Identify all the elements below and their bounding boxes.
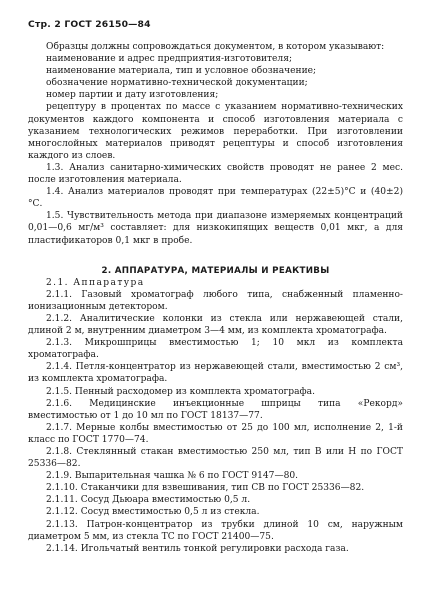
clause-2-1-7: 2.1.7. Мерные колбы вместимостью от 25 до 100 мл, исполнение 2, 1-й класс по ГОСТ 1770—74. xyxy=(28,422,403,445)
clause-1-5: 1.5. Чувствительность метода при диапазоне измеряемых концентраций 0,01—0,6 мг/м³ составляет: для низкокипящих веществ 0,01 мкг, а для пластификаторов 0,1 мкг в пробе. xyxy=(28,211,403,246)
clause-2-1-5: 2.1.5. Пенный расходомер из комплекта хроматографа. xyxy=(46,386,315,397)
list-item: наименование материала, тип и условное обозначение; xyxy=(46,66,317,77)
clause-2-1-4: 2.1.4. Петля-концентратор из нержавеющей стали, вместимостью 2 см³, из комплекта хроматографа. xyxy=(28,362,403,385)
clause-2-1-3: 2.1.3. Микрошприцы вместимостью 1; 10 мкл из комплекта хроматографа. xyxy=(28,338,403,361)
clause-2-1-13: 2.1.13. Патрон-концентратор из трубки длиной 10 см, наружным диаметром 5 мм, из стекла ТС по ГОСТ 21400—75. xyxy=(28,519,403,542)
list-item: номер партии и дату изготовления; xyxy=(46,90,219,101)
intro-lead: Образцы должны сопровождаться документом, в котором указывают: xyxy=(46,42,385,52)
document-body xyxy=(28,41,403,555)
clause-2-1-10: 2.1.10. Стаканчики для взвешивания, тип СВ по ГОСТ 25336—82. xyxy=(46,483,365,494)
list-item: обозначение нормативно-технической документации; xyxy=(46,78,308,89)
section-title: 2. АППАРАТУРА, МАТЕРИАЛЫ И РЕАКТИВЫ xyxy=(101,265,330,276)
section-spacer xyxy=(28,247,403,265)
clause-2-1-11: 2.1.11. Сосуд Дьюара вместимостью 0,5 л. xyxy=(46,495,251,506)
clause-2-1-2: 2.1.2. Аналитические колонки из стекла или нержавеющей стали, длиной 2 м, внутренним диаметром 3—4 мм, из комплекта хроматографа. xyxy=(28,313,403,337)
section-subtitle: 2.1. Аппаратура xyxy=(46,277,145,288)
clause-2-1-1: 2.1.1. Газовый хроматограф любого типа, снабженный пламенно-ионизационным детектором. xyxy=(28,289,403,312)
clause-2-1-6: 2.1.6. Медицинские инъекционные шприцы типа «Рекорд» вместимостью от 1 до 10 мл по ГОСТ 18137—77. xyxy=(28,398,403,421)
list-item: рецептуру в процентах по массе с указанием нормативно-технических документов каждого компонента и способ изготовления материала с указанием технологических режимов переработки. При изготовлении многослойных материалов приводят рецептуры и способ изготовления каждого из слоев. xyxy=(28,102,403,161)
clause-1-4: 1.4. Анализ материалов проводят при температурах (22±5)°С и (40±2)°С. xyxy=(28,187,403,210)
page-header: Стр. 2 ГОСТ 26150—84 xyxy=(28,19,151,30)
clause-2-1-9: 2.1.9. Выпарительная чашка № 6 по ГОСТ 9147—80. xyxy=(46,471,299,482)
clause-2-1-14: 2.1.14. Игольчатый вентиль тонкой регулировки расхода газа. xyxy=(46,543,349,554)
clause-1-3: 1.3. Анализ санитарно-химических свойств проводят не ранее 2 мес. после изготовления материала. xyxy=(28,162,403,186)
clause-2-1-8: 2.1.8. Стеклянный стакан вместимостью 250 мл, тип В или Н по ГОСТ 25336—82. xyxy=(28,447,403,470)
list-item: наименование и адрес предприятия-изготовителя; xyxy=(46,54,293,65)
clause-2-1-12: 2.1.12. Сосуд вместимостью 0,5 л из стекла. xyxy=(46,507,260,518)
